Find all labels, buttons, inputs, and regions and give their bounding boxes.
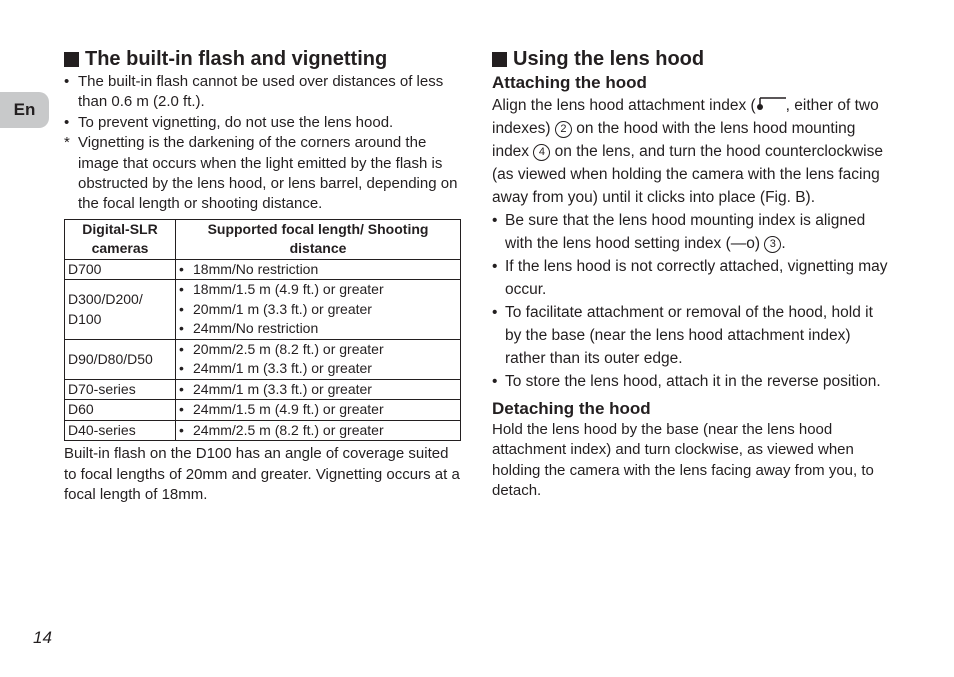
detaching-text: Hold the lens hood by the base (near the lens hood attachment index) and turn clockwise, as viewed when holding the camera with the lens facing away from you, to detach. [492,421,874,500]
flash-section-heading: The built-in flash and vignetting [64,46,461,72]
hood-setting-index-icon: —o [730,235,755,252]
list-item: • To prevent vignetting, do not use the lens hood. [64,113,394,131]
camera-cell: D700 [65,259,176,280]
square-bullet-icon [64,52,79,67]
table-header-row [65,219,461,259]
callout-number: 2 [555,121,572,138]
table-row [65,420,461,441]
square-bullet-icon [492,52,507,67]
list-item: • If the lens hood is not correctly attached, vignetting may occur. [492,258,888,298]
focal-length-table [64,219,461,442]
header-camera: Digital-SLR cameras [65,219,176,259]
table-row [65,339,461,379]
camera-cell: D90/D80/D50 [65,339,176,379]
page-number: 14 [33,628,52,647]
language-label: En [13,100,36,119]
camera-cell: D70-series [65,379,176,400]
list-item: * Vignetting is the darkening of the corners around the image that occurs when the light emitted by the flash is obstructed by the lens hood, or lens barrel, depending on the focal length or shooting distance. [64,134,458,213]
camera-cell: D40-series [65,420,176,441]
attaching-heading: Attaching the hood [492,73,647,92]
detaching-heading: Detaching the hood [492,399,651,418]
focal-cell: • 24mm/1 m (3.3 ft.) or greater [176,379,461,400]
left-column [64,46,461,506]
d100-note: Built-in flash on the D100 has an angle of coverage suited to focal lengths of 20mm and greater. Vignetting occurs at a focal length of 18mm. [64,445,460,504]
hood-attachment-index-icon [756,97,786,111]
focal-cell: • 18mm/1.5 m (4.9 ft.) or greater • 20mm/1 m (3.3 ft.) or greater • 24mm/No restriction [176,280,461,340]
list-item: • To store the lens hood, attach it in the reverse position. [492,373,881,390]
camera-cell: D300/D200/ D100 [65,280,176,340]
header-focal-length: Supported focal length/ Shooting distance [176,219,461,259]
table-row [65,379,461,400]
table-row [65,280,461,340]
focal-cell: • 20mm/2.5 m (8.2 ft.) or greater • 24mm/1 m (3.3 ft.) or greater [176,339,461,379]
focal-cell: • 24mm/2.5 m (8.2 ft.) or greater [176,420,461,441]
attaching-text: Align the lens hood attachment index ( , either of two indexes) 2 on the hood with the lens hood mounting index 4 on the lens, and turn the hood counterclockwise (as viewed when holding the camera with the lens facing away from you) until it clicks into place (Fig. B). [492,97,883,206]
camera-cell: D60 [65,400,176,421]
focal-cell: • 18mm/No restriction [176,259,461,280]
list-item: • The built-in flash cannot be used over distances of less than 0.6 m (2.0 ft.). [64,73,444,111]
list-item: • Be sure that the lens hood mounting index is aligned with the lens hood setting index (—o) 3 . [492,212,866,252]
right-column [492,46,888,502]
table-row [65,259,461,280]
lens-hood-section-heading: Using the lens hood [492,46,888,72]
callout-number: 3 [764,236,781,253]
table-row [65,400,461,421]
attaching-tips-list [492,209,888,393]
focal-cell: • 24mm/1.5 m (4.9 ft.) or greater [176,400,461,421]
list-item: • To facilitate attachment or removal of the hood, hold it by the base (near the lens hood attachment index) rather than its outer edge. [492,304,873,367]
flash-notes-list [64,72,461,215]
language-tab [0,92,49,128]
callout-number: 4 [533,144,550,161]
